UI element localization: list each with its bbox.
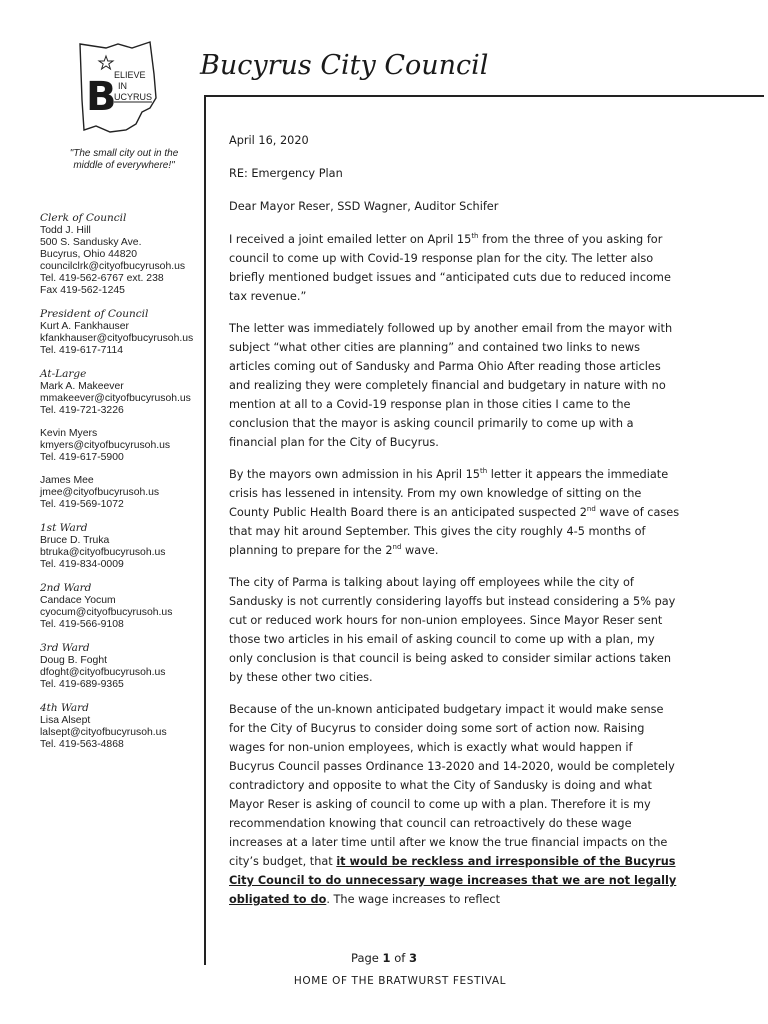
council-contact-line: councilclrk@cityofbucyrusoh.us bbox=[40, 261, 186, 272]
letter-paragraph-3: By the mayors own admission in his April 15th letter it appears the immediate crisis has lessened in intensity. From my own knowledge of sitting on the County Public Health Board there is an anticipated suspected 2nd wave of cases that may hit around September. This gives the city roughly 4-5 months of planning to prepare for the 2nd wave. bbox=[229, 467, 680, 557]
footer-slogan: HOME OF THE BRATWURST FESTIVAL bbox=[293, 975, 507, 987]
page-number: Page 1 of 3 bbox=[351, 951, 417, 965]
council-contact-line: Tel. 419-569-1072 bbox=[40, 499, 124, 510]
letter-subject: RE: Emergency Plan bbox=[229, 167, 343, 180]
council-contact-line: Bruce D. Truka bbox=[40, 535, 110, 546]
council-contact-line: Tel. 419-689-9365 bbox=[40, 679, 124, 690]
council-contact-line: 500 S. Sandusky Ave. bbox=[40, 237, 142, 248]
letter-salutation: Dear Mayor Reser, SSD Wagner, Auditor Schifer bbox=[229, 200, 499, 213]
letter-paragraph-4: The city of Parma is talking about laying off employees while the city of Sandusky is not currently considering layoffs but instead considering a 5% pay cut or reduced work hours for non-union employees. Since Mayor Reser sent those two articles in his email of asking council to come up with a plan, my only conclusion is that council is being asked to consider similar actions taken by these other two cities. bbox=[229, 576, 676, 684]
council-contact-line: Tel. 419-562-6767 ext. 238 bbox=[40, 273, 164, 284]
council-contact-line: Kevin Myers bbox=[40, 428, 98, 439]
council-contact-line: kfankhauser@cityofbucyrusoh.us bbox=[40, 333, 194, 344]
emphasized-recommendation: it would be reckless and irresponsible of the Bucyrus City Council to do unnecessary wage increases that we are not legally obligated to do bbox=[229, 855, 677, 906]
council-member-block bbox=[40, 428, 200, 464]
council-role-heading: 3rd Ward bbox=[40, 642, 90, 654]
council-contact-line: kmyers@cityofbucyrusoh.us bbox=[40, 440, 171, 451]
council-member-block bbox=[40, 368, 200, 417]
letter-paragraph-5: Because of the un-known anticipated budgetary impact it would make sense for the City of Bucyrus to consider doing some sort of action now. Raising wages for non-union employees, which is exactly what would happen if Bucyrus Council passes Ordinance 13-2020 and 14-2020, would be completely contradictory and opposite to what the City of Sandusky is doing and what Mayor Reser is asking of council to come up with a plan. Therefore it is my recommendation knowing that council can retroactively do these wage increases at a later time until after we know the true financial impacts on the city’s budget, that it would be reckless and irresponsible of the Bucyrus City Council to do unnecessary wage increases that we are not legally obligated to do. The wage increases to reflect bbox=[229, 703, 677, 906]
council-title: Bucyrus City Council bbox=[200, 50, 489, 81]
council-contact-line: Fax 419-562-1245 bbox=[40, 285, 125, 296]
council-role-heading: President of Council bbox=[40, 308, 149, 320]
council-directory bbox=[40, 212, 200, 762]
council-member-block bbox=[40, 308, 200, 357]
council-contact-line: Tel. 419-566-9108 bbox=[40, 619, 124, 630]
letter-paragraph-1: I received a joint emailed letter on April 15th from the three of you asking for council to come up with Covid-19 response plan for the city. The letter also briefly mentioned budget issues and “anticipated cuts due to reduced income tax revenue.” bbox=[229, 232, 671, 303]
star-icon bbox=[99, 56, 113, 69]
council-contact-line: mmakeever@cityofbucyrusoh.us bbox=[40, 393, 191, 404]
council-contact-line: Lisa Alsept bbox=[40, 715, 91, 726]
council-role-heading: Clerk of Council bbox=[40, 212, 127, 224]
council-contact-line: Tel. 419-563-4868 bbox=[40, 739, 124, 750]
logo-line-1: ELIEVE bbox=[114, 70, 146, 80]
council-contact-line: James Mee bbox=[40, 475, 94, 486]
council-member-block bbox=[40, 582, 200, 631]
council-member-block bbox=[40, 475, 200, 511]
council-contact-line: lalsept@cityofbucyrusoh.us bbox=[40, 727, 167, 738]
ohio-outline-icon bbox=[66, 40, 174, 136]
logo-letter: B bbox=[86, 74, 117, 120]
council-contact-line: Mark A. Makeever bbox=[40, 381, 124, 392]
letter-paragraph-2: The letter was immediately followed up by another email from the mayor with subject “what other cities are planning” and contained two links to news articles coming out of Sandusky and Parma Ohio After reading those articles and realizing they were completely financial and budgetary in nature with no mention at all to a Covid-19 response plan in those cities I came to the conclusion that the mayor is asking council primarily to come up with a financial plan for the City of Bucyrus. bbox=[229, 322, 673, 449]
city-tagline: "The small city out in the middle of everywhere!" bbox=[69, 148, 179, 171]
council-member-block bbox=[40, 642, 200, 691]
council-role-heading: 2nd Ward bbox=[40, 582, 92, 594]
city-logo bbox=[66, 40, 174, 136]
logo-line-3: UCYRUS bbox=[114, 92, 153, 102]
letter-body bbox=[229, 131, 681, 909]
margin-rule bbox=[204, 95, 206, 965]
council-contact-line: Bucyrus, Ohio 44820 bbox=[40, 249, 138, 260]
council-contact-line: Tel. 419-617-7114 bbox=[40, 345, 123, 356]
header-rule bbox=[204, 95, 764, 97]
logo-line-2: IN bbox=[118, 81, 127, 91]
council-member-block bbox=[40, 702, 200, 751]
council-role-heading: 1st Ward bbox=[40, 522, 88, 534]
council-role-heading: 4th Ward bbox=[40, 702, 89, 714]
council-contact-line: Todd J. Hill bbox=[40, 225, 91, 236]
council-contact-line: Tel. 419-834-0009 bbox=[40, 559, 124, 570]
council-member-block bbox=[40, 522, 200, 571]
council-contact-line: jmee@cityofbucyrusoh.us bbox=[40, 487, 160, 498]
council-contact-line: cyocum@cityofbucyrusoh.us bbox=[40, 607, 173, 618]
council-member-block bbox=[40, 212, 200, 297]
council-contact-line: btruka@cityofbucyrusoh.us bbox=[40, 547, 166, 558]
council-contact-line: Tel. 419-721-3226 bbox=[40, 405, 124, 416]
council-contact-line: Candace Yocum bbox=[40, 595, 116, 606]
council-contact-line: dfoght@cityofbucyrusoh.us bbox=[40, 667, 166, 678]
letter-date: April 16, 2020 bbox=[229, 134, 309, 147]
council-contact-line: Tel. 419-617-5900 bbox=[40, 452, 124, 463]
council-role-heading: At-Large bbox=[40, 368, 87, 380]
council-contact-line: Doug B. Foght bbox=[40, 655, 108, 666]
council-contact-line: Kurt A. Fankhauser bbox=[40, 321, 129, 332]
